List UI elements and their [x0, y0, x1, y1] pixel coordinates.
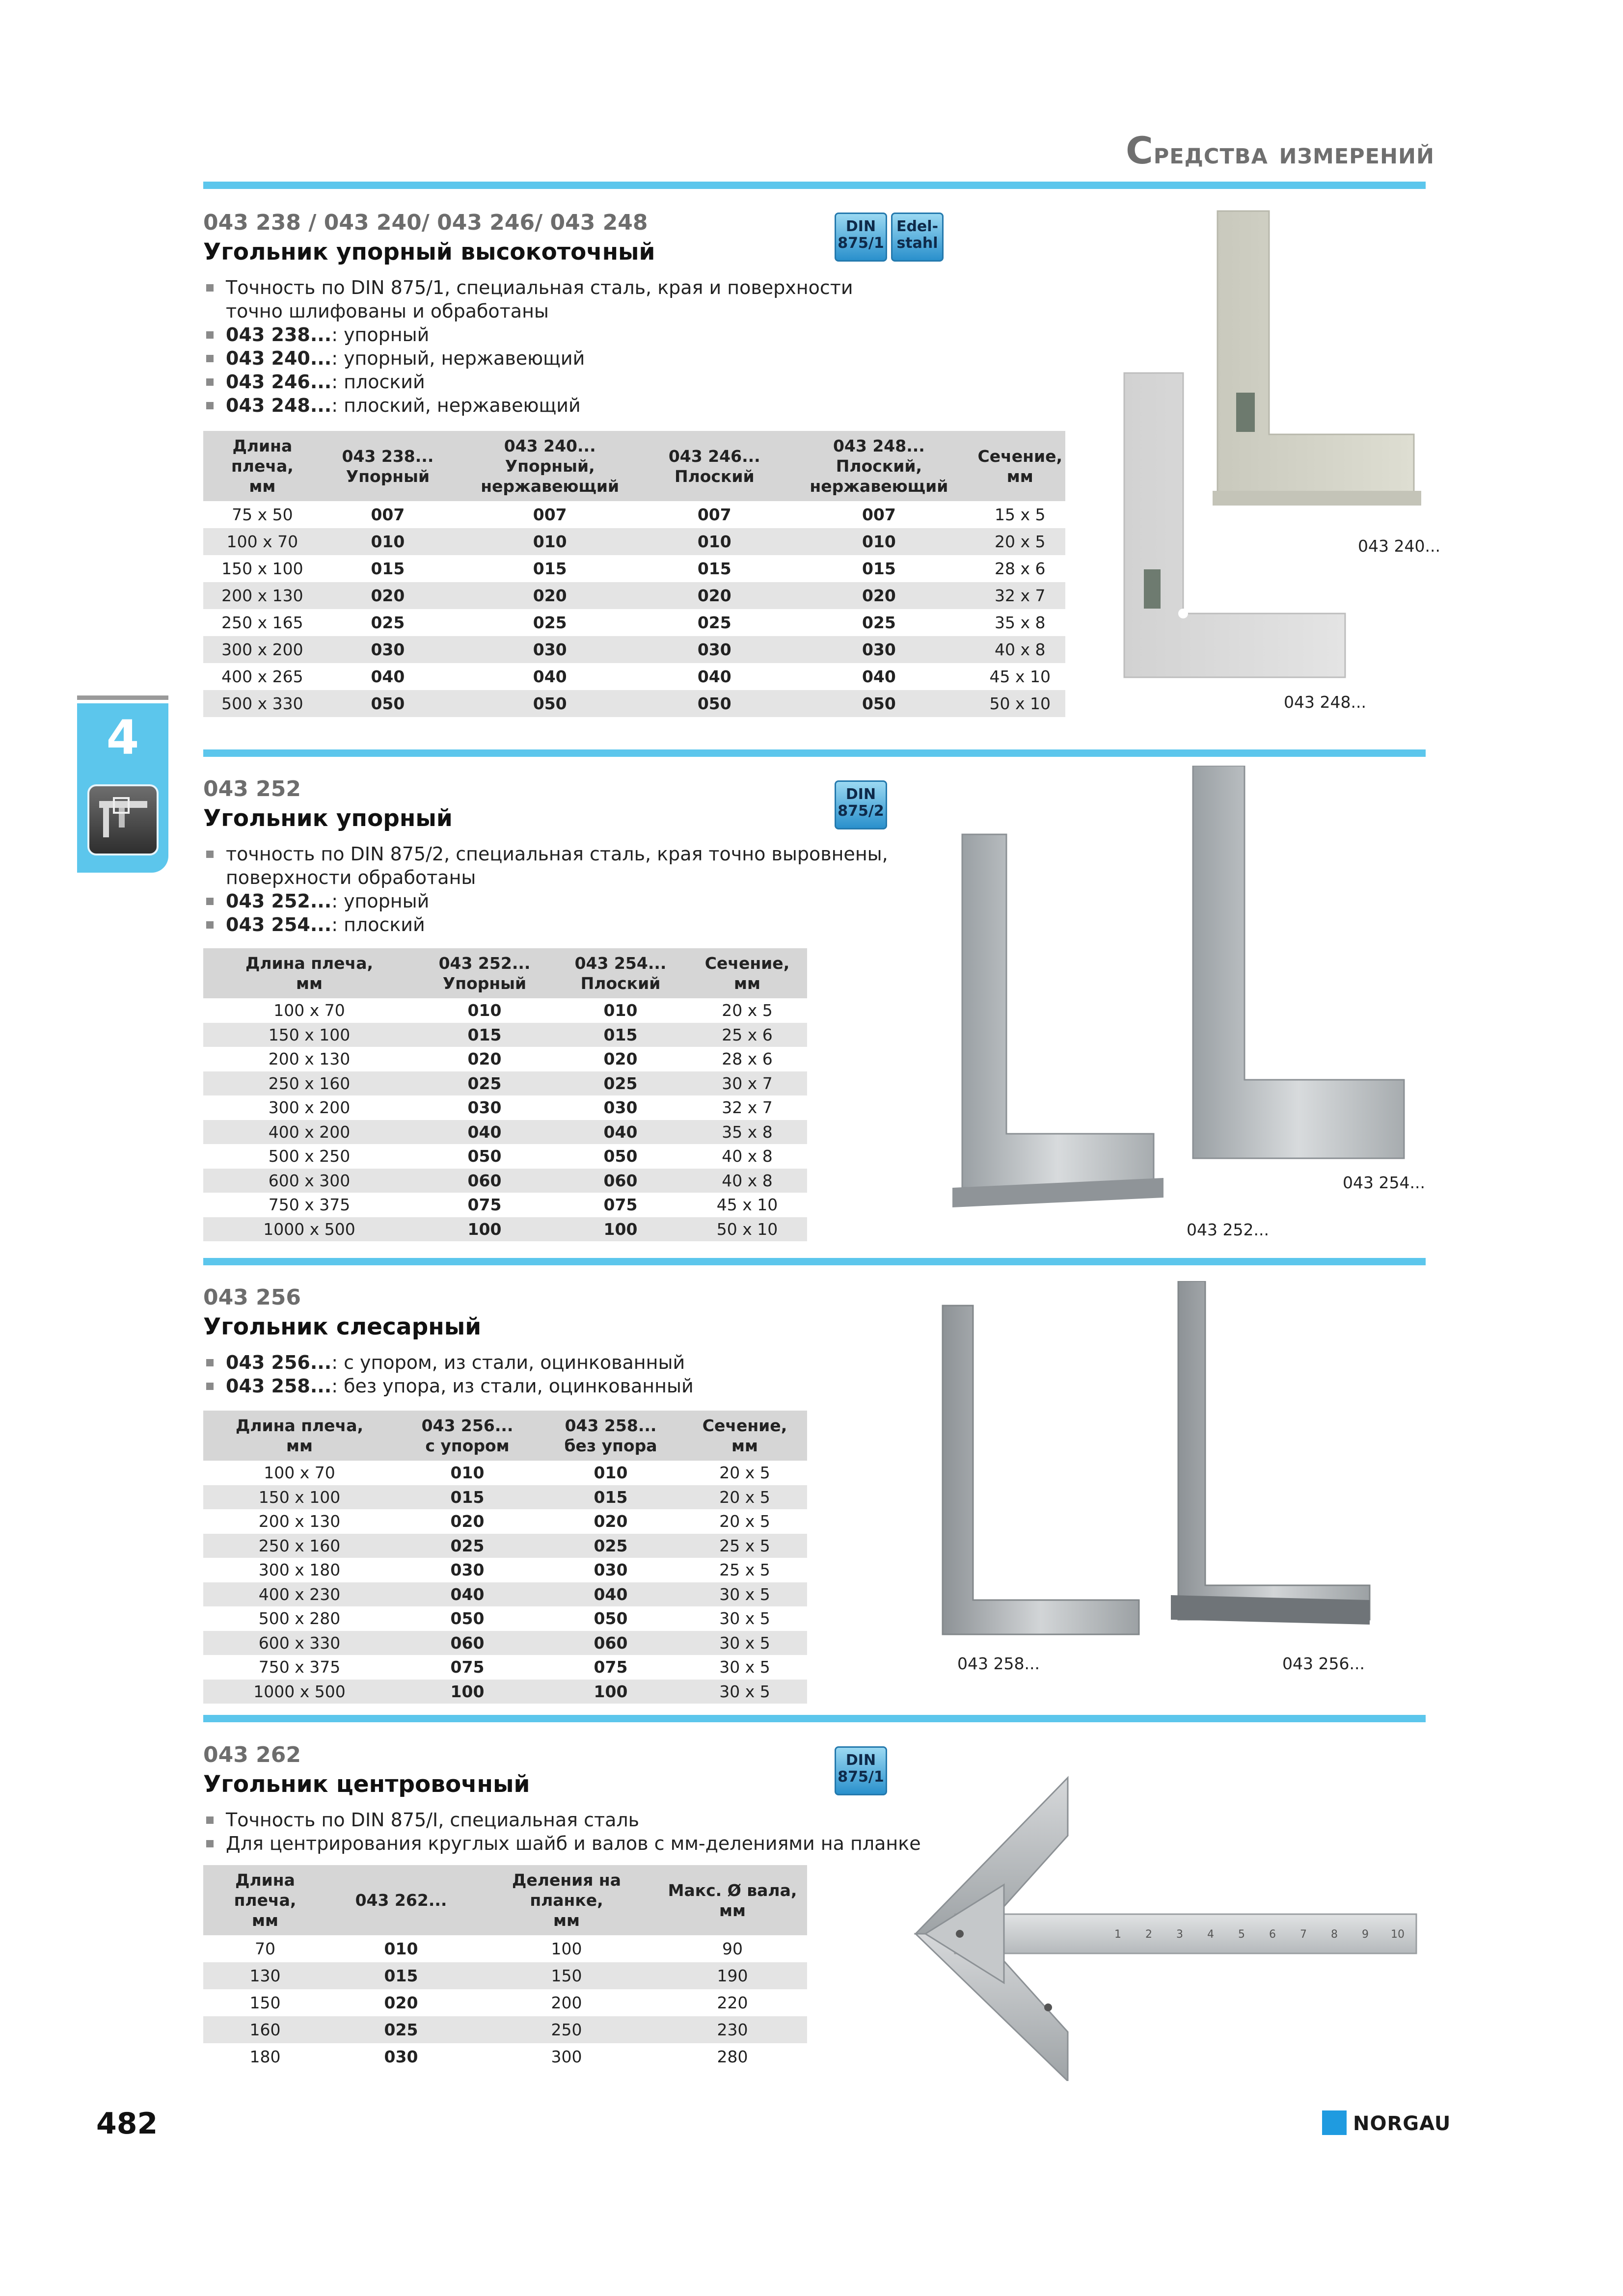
feature-item: точность по DIN 875/2, специальная сталь, края точно выровнены,: [203, 842, 888, 866]
column-header: 043 256... с упором: [396, 1411, 539, 1461]
table-cell: 007: [862, 505, 896, 524]
table-cell: 180: [249, 2047, 281, 2066]
ruler-mark: 8: [1331, 1928, 1338, 1941]
table-cell: 50 x 10: [687, 1217, 807, 1242]
table-cell: 020: [646, 582, 783, 609]
feature-item: 043 258...: без упора, из стали, оцинкованный: [203, 1374, 694, 1398]
column-header: Макс. Ø вала, мм: [658, 1865, 807, 1935]
table-cell: 30 x 5: [719, 1657, 770, 1677]
table-cell: 040: [697, 667, 731, 686]
table-cell: 040: [415, 1120, 554, 1145]
feature-item: 043 254...: плоский: [203, 913, 888, 936]
table-cell: 100: [554, 1217, 687, 1242]
table-cell: 300 x 200: [203, 636, 322, 663]
category-title: Средства измерений: [1125, 129, 1434, 172]
product-title: Угольник центровочный: [203, 1771, 530, 1798]
table-cell: 25 x 5: [682, 1534, 807, 1558]
brand-logo-square: [1322, 2110, 1347, 2135]
table-cell: 040: [371, 667, 405, 686]
table-cell: 20 x 5: [719, 1463, 770, 1483]
table-cell: 025: [415, 1071, 554, 1096]
table-row: [203, 1485, 807, 1510]
table-cell: 150: [249, 1993, 281, 2012]
feature-item: 043 256...: с упором, из стали, оцинкованный: [203, 1351, 694, 1374]
table-cell: 040: [862, 667, 896, 686]
column-header: 043 262...: [327, 1865, 475, 1935]
table-cell: 020: [467, 1049, 502, 1069]
ruler-mark: 7: [1300, 1928, 1307, 1941]
table-cell: 100 x 70: [273, 1001, 345, 1020]
table-cell: 300: [551, 2047, 582, 2066]
table-cell: 050: [450, 1609, 485, 1629]
table-cell: 32 x 7: [975, 582, 1065, 609]
product-code: 043 256: [203, 1285, 301, 1310]
table-cell: 025: [533, 613, 567, 632]
table-row: [203, 1935, 807, 1962]
table-cell: 28 x 6: [722, 1049, 773, 1069]
image-label: 043 240...: [1358, 536, 1440, 556]
table-row: [203, 1023, 807, 1047]
table-cell: 20 x 5: [719, 1512, 770, 1531]
table-cell: 030: [467, 1098, 502, 1118]
table-cell: 075: [603, 1195, 638, 1215]
brand-name: NORGAU: [1353, 2112, 1451, 2135]
table-cell: 015: [862, 559, 896, 578]
feature-item: Точность по DIN 875/I, специальная сталь: [203, 1808, 921, 1832]
column-header: Длина плеча, мм: [203, 1411, 396, 1461]
table-cell: 015: [697, 559, 731, 578]
table-cell: 90: [722, 1939, 743, 1958]
table-cell: 010: [454, 528, 646, 555]
caliper-icon: [87, 784, 159, 855]
table-cell: 030: [454, 636, 646, 663]
table-cell: 007: [533, 505, 567, 524]
din-badge: DIN 875/1: [835, 1746, 887, 1795]
table-row: [203, 636, 1065, 663]
table-cell: 050: [322, 690, 454, 717]
table-cell: 150: [475, 1962, 658, 1989]
column-header: Деления на планке, мм: [475, 1865, 658, 1935]
table-cell: 1000 x 500: [203, 1680, 396, 1704]
product-code: 043 252: [203, 776, 301, 801]
feature-list: [203, 276, 853, 417]
table-cell: 015: [327, 1962, 475, 1989]
table-cell: 35 x 8: [995, 613, 1046, 632]
table-cell: 020: [450, 1512, 485, 1531]
table-cell: 030: [603, 1098, 638, 1118]
table-row: [203, 1962, 807, 1989]
feature-list: [203, 842, 888, 936]
table-cell: 130: [203, 1962, 327, 1989]
table-cell: 280: [717, 2047, 748, 2066]
table-cell: 750 x 375: [268, 1195, 351, 1215]
ruler-mark: 6: [1269, 1928, 1276, 1941]
column-header: Длина плеча, мм: [203, 431, 322, 501]
table-cell: 45 x 10: [716, 1195, 778, 1215]
column-header: 043 254... Плоский: [554, 948, 687, 998]
table-cell: 015: [554, 1023, 687, 1047]
precision-square-image: [1114, 196, 1438, 736]
table-cell: 600 x 330: [203, 1631, 396, 1655]
table-cell: 200: [551, 1993, 582, 2012]
table-cell: 250 x 160: [203, 1071, 415, 1096]
table-cell: 30 x 5: [682, 1680, 807, 1704]
table-cell: 300 x 200: [268, 1098, 351, 1118]
table-cell: 010: [594, 1463, 628, 1483]
table-cell: 030: [594, 1560, 628, 1580]
table-cell: 32 x 7: [722, 1098, 773, 1118]
table-cell: 100 x 70: [203, 528, 322, 555]
engineer-square-image: [938, 1281, 1380, 1659]
table-cell: 40 x 8: [722, 1147, 773, 1166]
table-cell: 20 x 5: [722, 1001, 773, 1020]
table-cell: 015: [415, 1023, 554, 1047]
table-cell: 40 x 8: [687, 1169, 807, 1193]
column-header: 043 258... без упора: [539, 1411, 682, 1461]
feature-item: Для центрирования круглых шайб и валов с мм-делениями на планке: [203, 1832, 921, 1855]
table-cell: 060: [539, 1631, 682, 1655]
feature-item: 043 240...: упорный, нержавеющий: [203, 347, 853, 370]
table-cell: 400 x 200: [203, 1120, 415, 1145]
feature-item: 043 238...: упорный: [203, 323, 853, 347]
table-cell: 030: [783, 636, 974, 663]
table-cell: 075: [467, 1195, 502, 1215]
image-label: 043 254...: [1343, 1173, 1425, 1192]
table-cell: 230: [658, 2016, 807, 2043]
image-label: 043 256...: [1282, 1654, 1365, 1673]
table-header-row: [203, 431, 1065, 501]
table-cell: 500 x 330: [203, 690, 322, 717]
ruler-mark: 10: [1391, 1928, 1405, 1941]
table-row: [203, 998, 807, 1023]
table-cell: 030: [384, 2047, 418, 2066]
table-row: [203, 1534, 807, 1558]
table-cell: 007: [697, 505, 731, 524]
table-cell: 025: [371, 613, 405, 632]
table-cell: 200 x 130: [203, 582, 322, 609]
table-cell: 400 x 265: [221, 667, 303, 686]
product-code: 043 262: [203, 1742, 301, 1767]
table-row: [203, 501, 1065, 528]
table-cell: 040: [539, 1582, 682, 1607]
table-cell: 020: [322, 582, 454, 609]
table-cell: 025: [554, 1071, 687, 1096]
ruler-mark: 4: [1207, 1928, 1214, 1941]
feature-item: точно шлифованы и обработаны: [226, 300, 549, 322]
table-row: [203, 1655, 807, 1680]
table-cell: 30 x 5: [682, 1582, 807, 1607]
ruler-mark: 1: [1114, 1928, 1121, 1941]
table-cell: 020: [594, 1512, 628, 1531]
table-cell: 150 x 100: [221, 559, 303, 578]
table-row: [203, 1989, 807, 2016]
chapter-number: 4: [106, 710, 139, 765]
table-cell: 190: [658, 1962, 807, 1989]
table-cell: 040: [533, 667, 567, 686]
feature-list: [203, 1808, 921, 1855]
table-cell: 007: [371, 505, 405, 524]
table-cell: 35 x 8: [687, 1120, 807, 1145]
table-cell: 025: [539, 1534, 682, 1558]
product-title: Угольник слесарный: [203, 1313, 482, 1340]
table-cell: 750 x 375: [258, 1657, 341, 1677]
feature-item: 043 248...: плоский, нержавеющий: [203, 394, 853, 417]
table-row: [203, 2043, 807, 2070]
table-row: [203, 582, 1065, 609]
column-header: 043 248... Плоский, нержавеющий: [783, 431, 974, 501]
table-row: [203, 1680, 807, 1704]
table-cell: 050: [783, 690, 974, 717]
table-cell: 150 x 100: [203, 1023, 415, 1047]
table-row: [203, 663, 1065, 690]
section-divider: [203, 182, 1426, 189]
column-header: 043 238... Упорный: [322, 431, 454, 501]
table-row: [203, 609, 1065, 636]
table-cell: 010: [384, 1939, 418, 1958]
table-row: [203, 1558, 807, 1582]
table-cell: 015: [371, 559, 405, 578]
product-title: Угольник упорный высокоточный: [203, 239, 655, 266]
ruler-mark: 2: [1145, 1928, 1152, 1941]
table-row: [203, 1631, 807, 1655]
table-cell: 040: [554, 1120, 687, 1145]
try-square-image: [943, 766, 1414, 1227]
column-header: Длина плеча, мм: [203, 1865, 327, 1935]
centre-square-image: [906, 1767, 1426, 2081]
table-cell: 010: [467, 1001, 502, 1020]
table-cell: 50 x 10: [975, 690, 1065, 717]
table-cell: 1000 x 500: [203, 1217, 415, 1242]
table-cell: 300 x 180: [258, 1560, 341, 1580]
table-header-row: [203, 948, 807, 998]
table-cell: 050: [594, 1609, 628, 1629]
table-cell: 060: [396, 1631, 539, 1655]
din-badge: DIN 875/1: [835, 213, 887, 262]
image-label: 043 248...: [1284, 693, 1366, 712]
table-cell: 050: [467, 1147, 502, 1166]
table-cell: 100: [396, 1680, 539, 1704]
table-cell: 020: [454, 582, 646, 609]
tab-divider: [77, 695, 168, 700]
table-cell: 010: [322, 528, 454, 555]
table-cell: 020: [603, 1049, 638, 1069]
table-cell: 025: [396, 1534, 539, 1558]
table-cell: 025: [862, 613, 896, 632]
ruler-mark: 3: [1176, 1928, 1183, 1941]
table-cell: 500 x 250: [268, 1147, 351, 1166]
spec-table: [203, 431, 1065, 717]
table-cell: 075: [594, 1657, 628, 1677]
table-cell: 010: [603, 1001, 638, 1020]
table-cell: 020: [783, 582, 974, 609]
table-cell: 160: [203, 2016, 327, 2043]
spec-table: [203, 1411, 807, 1704]
table-row: [203, 1120, 807, 1145]
table-cell: 28 x 6: [995, 559, 1046, 578]
table-cell: 010: [450, 1463, 485, 1483]
table-cell: 100: [539, 1680, 682, 1704]
table-cell: 500 x 280: [258, 1609, 341, 1629]
spec-table: [203, 948, 807, 1241]
din-badge: DIN 875/2: [835, 780, 887, 829]
table-cell: 600 x 300: [203, 1169, 415, 1193]
table-cell: 45 x 10: [989, 667, 1051, 686]
edelstahl-badge: Edel- stahl: [891, 213, 944, 262]
table-cell: 220: [717, 1993, 748, 2012]
table-cell: 30 x 7: [687, 1071, 807, 1096]
table-cell: 020: [384, 1993, 418, 2012]
image-label: 043 258...: [957, 1654, 1040, 1673]
table-cell: 250 x 165: [221, 613, 303, 632]
section-divider: [203, 749, 1426, 757]
table-header-row: [203, 1865, 807, 1935]
column-header: Длина плеча, мм: [203, 948, 415, 998]
feature-item: Точность по DIN 875/1, специальная сталь, края и поверхности: [203, 276, 853, 299]
table-cell: 40 x 8: [975, 636, 1065, 663]
table-cell: 250 x 160: [203, 1534, 396, 1558]
column-header: Сечение, мм: [975, 431, 1065, 501]
table-row: [203, 1606, 807, 1631]
table-cell: 040: [396, 1582, 539, 1607]
column-header: Сечение, мм: [687, 948, 807, 998]
product-code: 043 238 / 043 240/ 043 246/ 043 248: [203, 210, 648, 235]
table-row: [203, 690, 1065, 717]
table-row: [203, 1095, 807, 1120]
table-cell: 010: [646, 528, 783, 555]
table-cell: 25 x 6: [687, 1023, 807, 1047]
column-header: Сечение, мм: [682, 1411, 807, 1461]
table-cell: 010: [783, 528, 974, 555]
ruler-mark: 9: [1362, 1928, 1369, 1941]
section-divider: [203, 1715, 1426, 1722]
table-cell: 25 x 5: [719, 1560, 770, 1580]
table-cell: 100: [415, 1217, 554, 1242]
feature-list: [203, 1351, 694, 1398]
table-row: [203, 1169, 807, 1193]
table-cell: 200 x 130: [258, 1512, 341, 1531]
table-cell: 100 x 70: [264, 1463, 335, 1483]
table-row: [203, 1071, 807, 1096]
table-cell: 150 x 100: [203, 1485, 396, 1510]
table-cell: 030: [450, 1560, 485, 1580]
table-cell: 30 x 5: [682, 1631, 807, 1655]
page-number: 482: [96, 2107, 158, 2141]
table-cell: 050: [454, 690, 646, 717]
table-header-row: [203, 1411, 807, 1461]
table-row: [203, 1217, 807, 1242]
table-row: [203, 528, 1065, 555]
table-cell: 075: [450, 1657, 485, 1677]
table-cell: 20 x 5: [682, 1485, 807, 1510]
table-row: [203, 1193, 807, 1217]
table-cell: 015: [539, 1485, 682, 1510]
table-row: [203, 1509, 807, 1534]
table-cell: 75 x 50: [232, 505, 293, 524]
feature-item: поверхности обработаны: [226, 867, 476, 888]
feature-item: 043 252...: упорный: [203, 889, 888, 913]
table-cell: 025: [327, 2016, 475, 2043]
table-cell: 015: [533, 559, 567, 578]
table-row: [203, 1461, 807, 1485]
table-cell: 050: [603, 1147, 638, 1166]
table-cell: 100: [551, 1939, 582, 1958]
ruler-mark: 5: [1238, 1928, 1245, 1941]
table-cell: 015: [396, 1485, 539, 1510]
table-row: [203, 2016, 807, 2043]
table-cell: 200 x 130: [268, 1049, 351, 1069]
product-title: Угольник упорный: [203, 805, 453, 832]
table-cell: 050: [646, 690, 783, 717]
column-header: 043 240... Упорный, нержавеющий: [454, 431, 646, 501]
table-row: [203, 1047, 807, 1071]
table-cell: 30 x 5: [719, 1609, 770, 1629]
column-header: 043 252... Упорный: [415, 948, 554, 998]
table-cell: 060: [554, 1169, 687, 1193]
table-cell: 70: [255, 1939, 275, 1958]
section-divider: [203, 1258, 1426, 1265]
table-cell: 030: [646, 636, 783, 663]
column-header: 043 246... Плоский: [646, 431, 783, 501]
table-cell: 15 x 5: [995, 505, 1046, 524]
table-cell: 030: [322, 636, 454, 663]
table-row: [203, 1582, 807, 1607]
table-cell: 060: [415, 1169, 554, 1193]
table-cell: 025: [697, 613, 731, 632]
spec-table: [203, 1865, 807, 2070]
table-cell: 20 x 5: [975, 528, 1065, 555]
table-row: [203, 1144, 807, 1169]
table-row: [203, 555, 1065, 582]
table-cell: 250: [475, 2016, 658, 2043]
table-cell: 400 x 230: [203, 1582, 396, 1607]
feature-item: 043 246...: плоский: [203, 370, 853, 394]
image-label: 043 252...: [1187, 1220, 1269, 1239]
